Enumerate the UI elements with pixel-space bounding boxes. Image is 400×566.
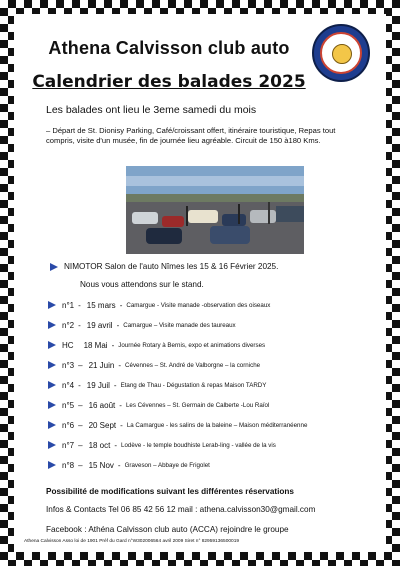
outing-number: n°1 [62,300,75,310]
separator: - [117,460,121,470]
outing-description: Les Cévennes – St. Germain de Calberte -Lou Raïol [125,401,270,409]
separator: – [78,460,83,470]
schedule-row [48,438,276,452]
outing-description: Cévennes – St. André de Valborgne – la corniche [125,361,261,369]
photo-scene [126,166,304,254]
modifications-notice: Possibilité de modifications suivant les différentes réservations [46,487,294,496]
bullet-arrow-icon [48,301,56,309]
poster-content [14,14,386,552]
outing-number: n°8 [62,460,75,470]
schedule-row [48,358,260,372]
separator: – [78,360,83,370]
schedule-row [48,458,210,472]
contact-info: Infos & Contacts Tel 06 85 42 56 12 mail : athena.calvisson30@gmail.com [46,505,316,514]
club-title: Athena Calvisson club auto [48,38,290,58]
outing-description: Etang de Thau - Dégustation & repas Maison TARDY [120,381,267,389]
separator: – [78,400,83,410]
separator: - [78,300,81,310]
schedule-row [48,318,236,332]
schedule-row [48,418,307,432]
calendar-title: Calendrier des balades 2025 [32,72,306,92]
car-red [162,216,184,227]
outing-date: 15 Nov [88,460,114,470]
separator: - [118,360,122,370]
bullet-arrow-icon [48,401,56,409]
separator: - [78,320,81,330]
separator: – [78,440,83,450]
outing-number: n°6 [62,420,75,430]
outing-date: 20 Sept [88,420,117,430]
people [186,206,188,226]
bullet-arrow-icon [48,321,56,329]
outing-number: HC [62,340,74,350]
schedule-row [48,338,265,352]
car-navy [222,214,246,226]
outing-number: n°2 [62,320,75,330]
bullet-arrow-icon [48,361,56,369]
logo-ring [320,32,362,74]
separator: - [113,380,117,390]
bullet-arrow-icon [48,381,56,389]
nimotor-line [66,262,278,271]
tent [276,206,304,222]
outing-date: 19 Juil [86,380,110,390]
schedule-row [48,378,266,392]
bullet-arrow-icon [48,421,56,429]
event-photo [126,166,304,254]
outing-number: n°5 [62,400,75,410]
separator: - [116,320,120,330]
separator: - [78,380,81,390]
outing-date: 21 Juin [88,360,115,370]
car-grey [250,210,276,223]
outing-date: 18 oct [88,440,111,450]
outing-date: 15 mars [86,300,116,310]
outing-date: 19 avril [86,320,113,330]
car-silver [132,212,158,224]
outing-description: Journée Rotary à Bernis, expo et animations diverses [118,341,266,349]
separator: - [120,420,123,430]
bullet-arrow-icon [48,341,56,349]
outing-description: La Camargue - les salins de la baleine – Maison méditerranéenne [126,421,308,429]
outing-description: Graveson – Abbaye de Frigolet [124,461,210,469]
separator: - [111,340,115,350]
separator: – [78,420,83,430]
schedule-row [48,298,270,312]
separator: - [119,300,123,310]
club-logo [312,24,370,82]
description-text: – Départ de St. Dionisy Parking, Café/croissant offert, itinéraire touristique, Repas tout compris, visite d'un musée, fin de journée lieu agréable. Circuit de 150 à180 Kms. [46,126,336,145]
separator: - [119,400,122,410]
intro-text: Les balades ont lieu le 3eme samedi du mois [46,104,257,116]
outing-number: n°3 [62,360,75,370]
bullet-arrow-icon [50,263,58,271]
facebook-info: Facebook : Athéna Calvisson club auto (ACCA) rejoindre le groupe [46,525,289,534]
outing-number: n°7 [62,440,75,450]
separator: - [114,440,118,450]
car-white [188,210,218,223]
people-2 [238,204,240,224]
nimotor-text: NIMOTOR Salon de l'auto Nîmes les 15 & 16 Février 2025. [64,262,279,271]
bullet-arrow-icon [48,461,56,469]
bullet-arrow-icon [48,441,56,449]
people-3 [268,202,270,224]
outing-description: Camargue – Visite manade des taureaux [123,321,236,329]
legal-info: Athena Calvisson Asso loi de 1901 Préf du Gard n°W302006564 avril 2009 Siret n° 82959136500019 [24,539,240,544]
schedule-row [48,398,269,412]
outing-description: Camargue - Visite manade -observation des oiseaux [126,301,271,309]
logo-emblem-icon [332,44,352,64]
car-foreground [146,228,182,244]
outing-date: 18 Mai [83,340,108,350]
clouds [126,176,304,186]
stand-text: Nous vous attendons sur le stand. [80,280,204,289]
outing-description: Lodève - le temple boudhiste Lerab-ling - vallée de la vis [121,441,276,449]
outing-number: n°4 [62,380,75,390]
car-foreground-blue [210,226,250,244]
outing-date: 16 août [88,400,116,410]
